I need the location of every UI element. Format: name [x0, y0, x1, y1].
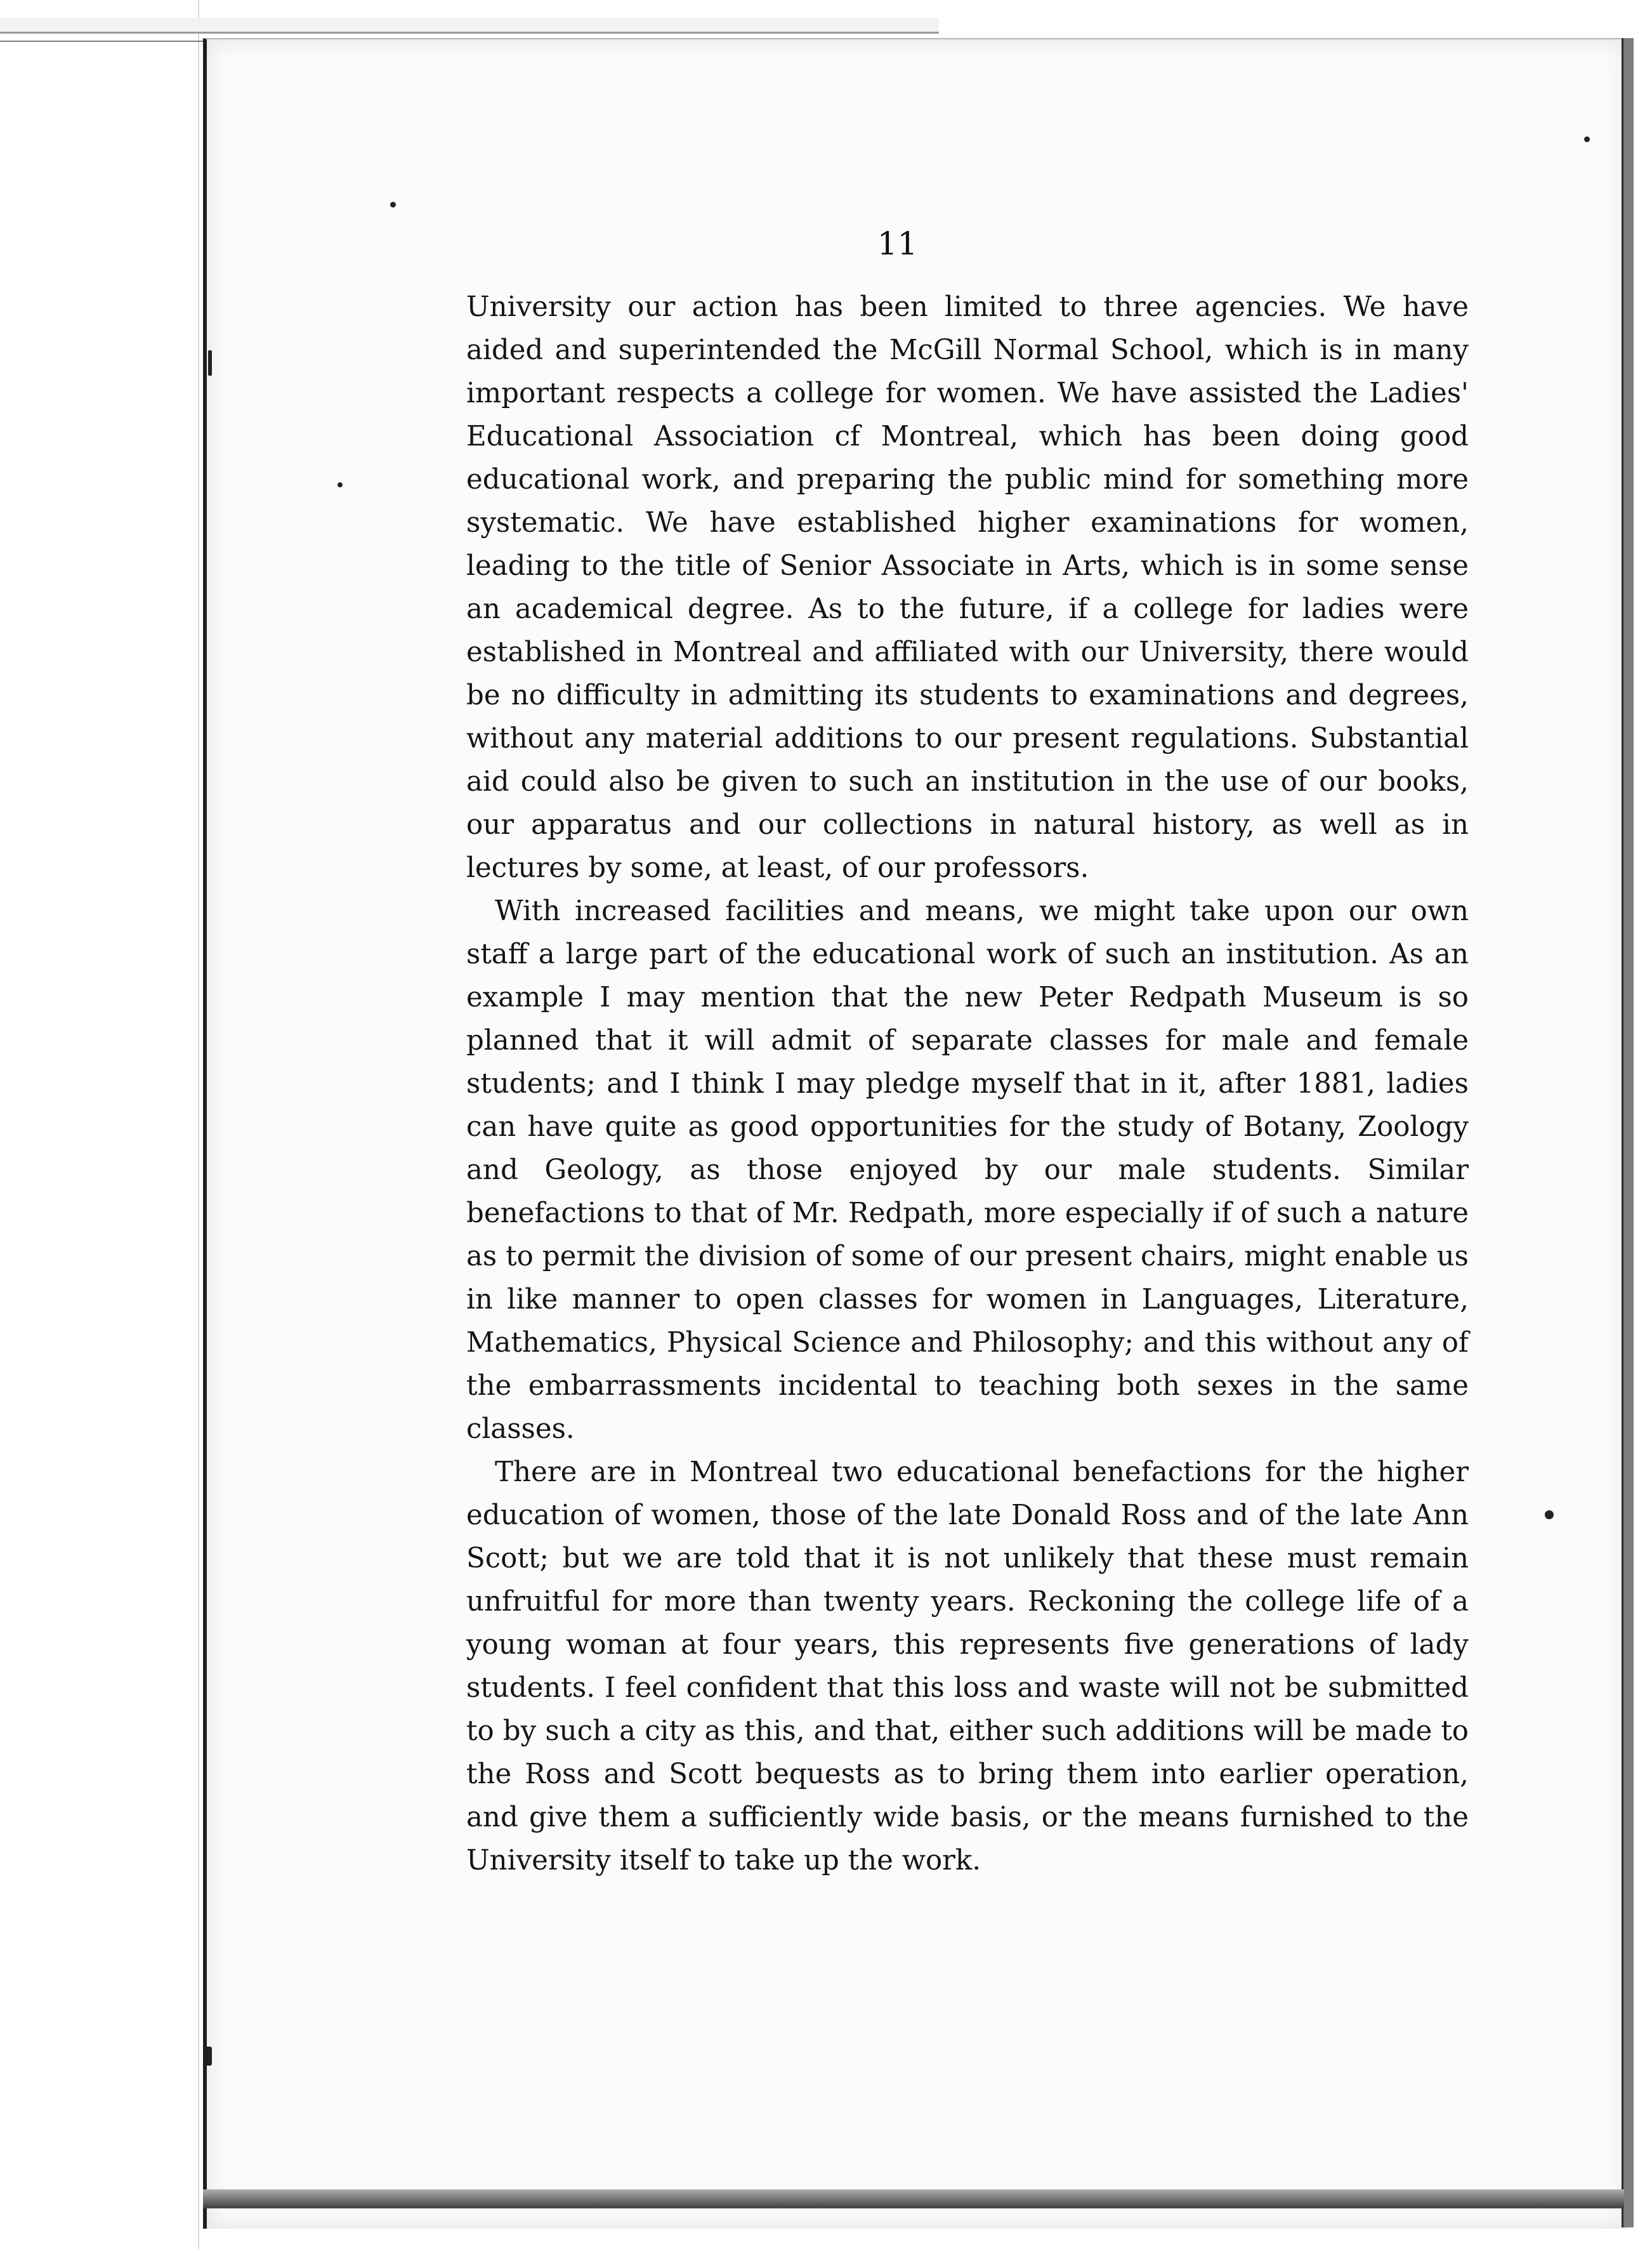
- paragraph-1: University our action has been limited to three agencies. We have aided and superintended the McGill Normal School, which is in many important respects a college for women. We have assisted the Ladies' Educational Association cf Montreal, which has been doing good educational work, and preparing the public mind for something more systematic. We have established higher examinations for women, leading to the title of Senior Associate in Arts, which is in some sense an academical degree. As to the future, if a college for ladies were established in Montreal and affiliated with our University, there would be no difficulty in admitting its students to examinations and degrees, without any material additions to our present regulations. Substantial aid could also be given to such an institution in the use of our books, our apparatus and our collections in natural history, as well as in lectures by some, at least, of our professors.: [466, 291, 1469, 884]
- scan-speck: [1584, 136, 1590, 142]
- scan-speck: [204, 2047, 212, 2066]
- page-bottom-edge: [203, 2189, 1624, 2208]
- paragraph-3: There are in Montreal two educational benefactions for the higher education of women, those of the late Donald Ross and of the late Ann Scott; but we are told that it is not unlikely that these must remain unfruitful for more than twenty years. Reckoning the college life of a young woman at four years, this represents five generations of lady students. I feel confident that this loss and waste will not be submitted to by such a city as this, and that, either such additions will be made to the Ross and Scott bequests as to bring them into earlier operation, and give them a sufficiently wide basis, or the means furnished to the University itself to take up the work.: [466, 1456, 1469, 1876]
- blank-left-leaf: [0, 0, 199, 2249]
- paragraph-2: With increased facilities and means, we might take upon our own staff a large part of the educational work of such an institution. As an example I may mention that the new Peter Redpath Museum is so planned that it will admit of separate classes for male and female students; and I think I may pledge myself that in it, after 1881, ladies can have quite as good opportunities for the study of Botany, Zoology and Geology, as those enjoyed by our male students. Similar benefactions to that of Mr. Redpath, more especially if of such a nature as to permit the division of some of our present chairs, might enable us in like manner to open classes for women in Languages, Literature, Mathematics, Physical Science and Philosophy; and this without any of the embarrassments incidental to teaching both sexes in the same classes.: [466, 895, 1469, 1445]
- page-number: 11: [877, 225, 918, 262]
- scan-speck: [1545, 1510, 1554, 1519]
- scan-speck: [208, 350, 212, 376]
- body-text: [466, 286, 1469, 1882]
- page-right-edge: [1622, 38, 1634, 2227]
- scan-speck: [390, 202, 396, 208]
- scan-speck: [338, 482, 343, 487]
- facing-page-top-edge: [0, 18, 939, 34]
